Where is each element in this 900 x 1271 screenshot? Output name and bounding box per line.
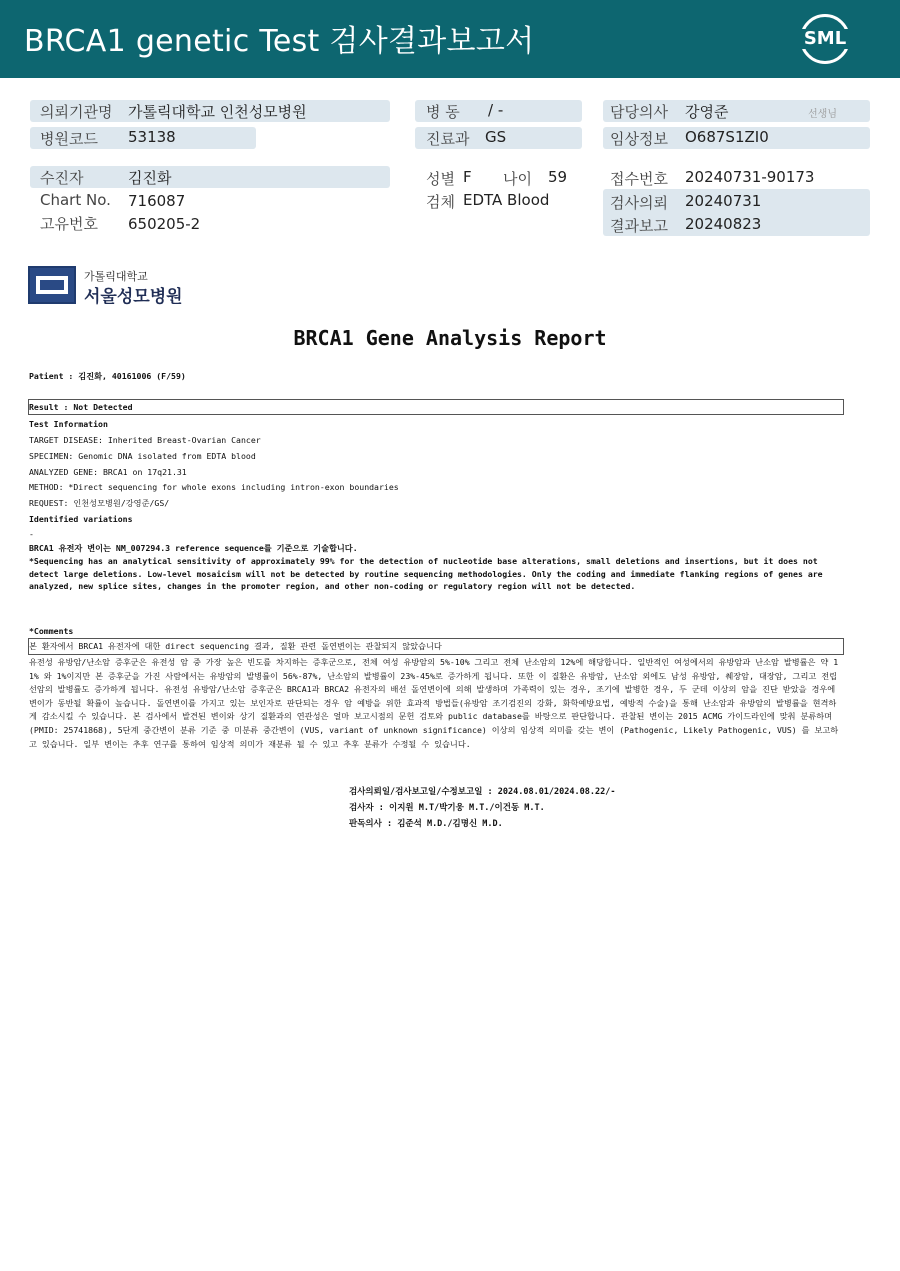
hospital-code-value: 53138 <box>128 128 176 146</box>
sml-logo <box>800 14 850 64</box>
target-disease: TARGET DISEASE: Inherited Breast-Ovarian Cancer <box>29 435 261 445</box>
sensitivity-note: *Sequencing has an analytical sensitivity of approximately 99% for the detection of nucleotide base alterations, small deletions and insertions, but it does not detect large deletions. Low-level mosaicism will not be detected by routine sequencing methodologies. Only the coding and immediate flanking regions of genes are analyzed, new splice sites, changes in the promoter region, and other non-coding or regulatory region will not be detected. <box>29 556 823 591</box>
dept-label: 진료과 <box>426 130 470 148</box>
report-label: 결과보고 <box>610 217 668 235</box>
doctor-value: 강영준 <box>685 103 729 121</box>
identified-heading: Identified variations <box>29 514 133 524</box>
age-value: 59 <box>548 168 568 186</box>
sex-label: 성별 <box>426 170 455 188</box>
identified-value: - <box>29 529 34 539</box>
analyzed-gene: ANALYZED GENE: BRCA1 on 17q21.31 <box>29 467 187 477</box>
institution-value: 가톨릭대학교 인천성모병원 <box>128 103 307 121</box>
hospital-logo-main: 서울성모병원 <box>84 287 183 307</box>
ward-label: 병 동 <box>426 103 460 121</box>
hospital-code-label: 병원코드 <box>40 130 98 148</box>
request-label: 검사의뢰 <box>610 194 668 212</box>
hospital-logo <box>28 266 183 307</box>
request-value: 20240731 <box>685 192 762 210</box>
method-line: METHOD: *Direct sequencing for whole exons including intron-exon boundaries <box>29 482 399 492</box>
request-line: REQUEST: 인천성모병원/강영준/GS/ <box>29 498 170 508</box>
receipt-value: 20240731-90173 <box>685 168 815 186</box>
specimen-line: SPECIMEN: Genomic DNA isolated from EDTA blood <box>29 451 256 461</box>
report-title: BRCA1 Gene Analysis Report <box>293 326 607 350</box>
reference-line: BRCA1 유전자 변이는 NM_007294.3 reference sequence를 기준으로 기술합니다. <box>29 543 358 553</box>
doctor-tag: 선생님 <box>808 109 837 120</box>
header-bar <box>0 0 900 78</box>
specimen-label: 검체 <box>426 193 455 211</box>
patient-value: 김진화 <box>128 169 172 187</box>
sex-value: F <box>463 168 472 186</box>
age-label: 나이 <box>503 170 532 188</box>
hospital-emblem-icon <box>28 266 76 304</box>
chart-value: 716087 <box>128 192 186 210</box>
dept-value: GS <box>485 128 507 146</box>
ward-value: / - <box>488 101 504 119</box>
reviewer-line: 판독의사 : 김준석 M.D./김명신 M.D. <box>349 819 503 829</box>
doctor-label: 담당의사 <box>610 103 668 121</box>
result-line: Result : Not Detected <box>29 402 133 412</box>
comment-box-text: 본 환자에서 BRCA1 유전자에 대한 direct sequencing 결과, 질환 관련 돌연변이는 관찰되지 않았습니다 <box>29 641 442 651</box>
patient-label: 수진자 <box>40 169 84 187</box>
clinical-label: 임상정보 <box>610 130 668 148</box>
institution-label: 의뢰기관명 <box>40 103 113 121</box>
patient-line: Patient : 김진화, 40161006 (F/59) <box>29 371 186 381</box>
test-info-heading: Test Information <box>29 419 108 429</box>
comment-body: 유전성 유방암/난소암 증후군은 유전성 암 중 가장 높은 빈도를 차지하는 증후군으로, 전체 여성 유방암의 5%-10% 그리고 전체 난소암의 12%에 해당합니다. 일반적인 여성에서의 유방암과 난소암 발병률은 약 11% 와 1%이지만 본 증후군을 가진 사람에서는 유방암의 발병률이 56%-87%, 난소암의 발병률이 23%-45%로 증가하게 됩니다. 또한 이 질환은 유방암, 난소암 외에도 남성 유방암, 췌장암, 대장암, 그리고 전립선암의 발병률도 증가하게 됩니다. 유전성 유방암/난소암 증후군은 BRCA1과 BRCA2 유전자의 배선 돌연변이에 의해 발생하며 가족력이 있는 경우, 조기에 발병한 경우, 두 군데 이상의 암을 진단 받았을 경우에 변이가 동반될 확률이 높습니다. 돌연변이를 가지고 있는 보인자로 판단되는 경우 암 예방을 위한 효과적 방법들(유방암 조기검진의 강화, 화학예방요법, 예방적 수술)을 통해 난소암과 유방암의 발병률을 현격하게 감소시킬 수 있습니다. 본 검사에서 발견된 변이와 상기 질환과의 연관성은 얼마 보고시점의 문헌 검토와 public database를 바탕으로 판단합니다. 관찰된 변이는 2015 ACMG 가이드라인에 맞춰 분류하며 (PMID: 25741868), 5단계 중간변이 분류 기준 중 미분류 중간변이 (VUS, variant of unknown significance) 이상의 임상적 의미를 갖는 변이 (Pathogenic, Likely Pathogenic, VUS) 를 보고하고 있습니다. 일부 변이는 추후 연구를 통하여 임상적 의미가 재분류 될 수 있고 추후 분류가 수정될 수 있습니다. <box>29 657 839 749</box>
dates-line: 검사의뢰일/검사보고일/수정보고일 : 2024.08.01/2024.08.22/- <box>349 787 616 797</box>
result-box <box>28 399 844 415</box>
comments-heading: *Comments <box>29 626 74 636</box>
clinical-value: O687S1ZI0 <box>685 128 769 146</box>
report-value: 20240823 <box>685 215 762 233</box>
specimen-value: EDTA Blood <box>463 191 550 209</box>
logo-text: SML <box>803 28 847 49</box>
report-header-title: BRCA1 genetic Test 검사결과보고서 <box>24 24 535 59</box>
hospital-logo-sub: 가톨릭대학교 <box>84 270 148 283</box>
patient-row-bg <box>30 166 390 188</box>
uid-value: 650205-2 <box>128 215 201 233</box>
uid-label: 고유번호 <box>40 215 98 233</box>
chart-label: Chart No. <box>40 191 111 209</box>
receipt-label: 접수번호 <box>610 170 668 188</box>
examiners-line: 검사자 : 이지원 M.T/박기웅 M.T./이건동 M.T. <box>349 803 545 813</box>
